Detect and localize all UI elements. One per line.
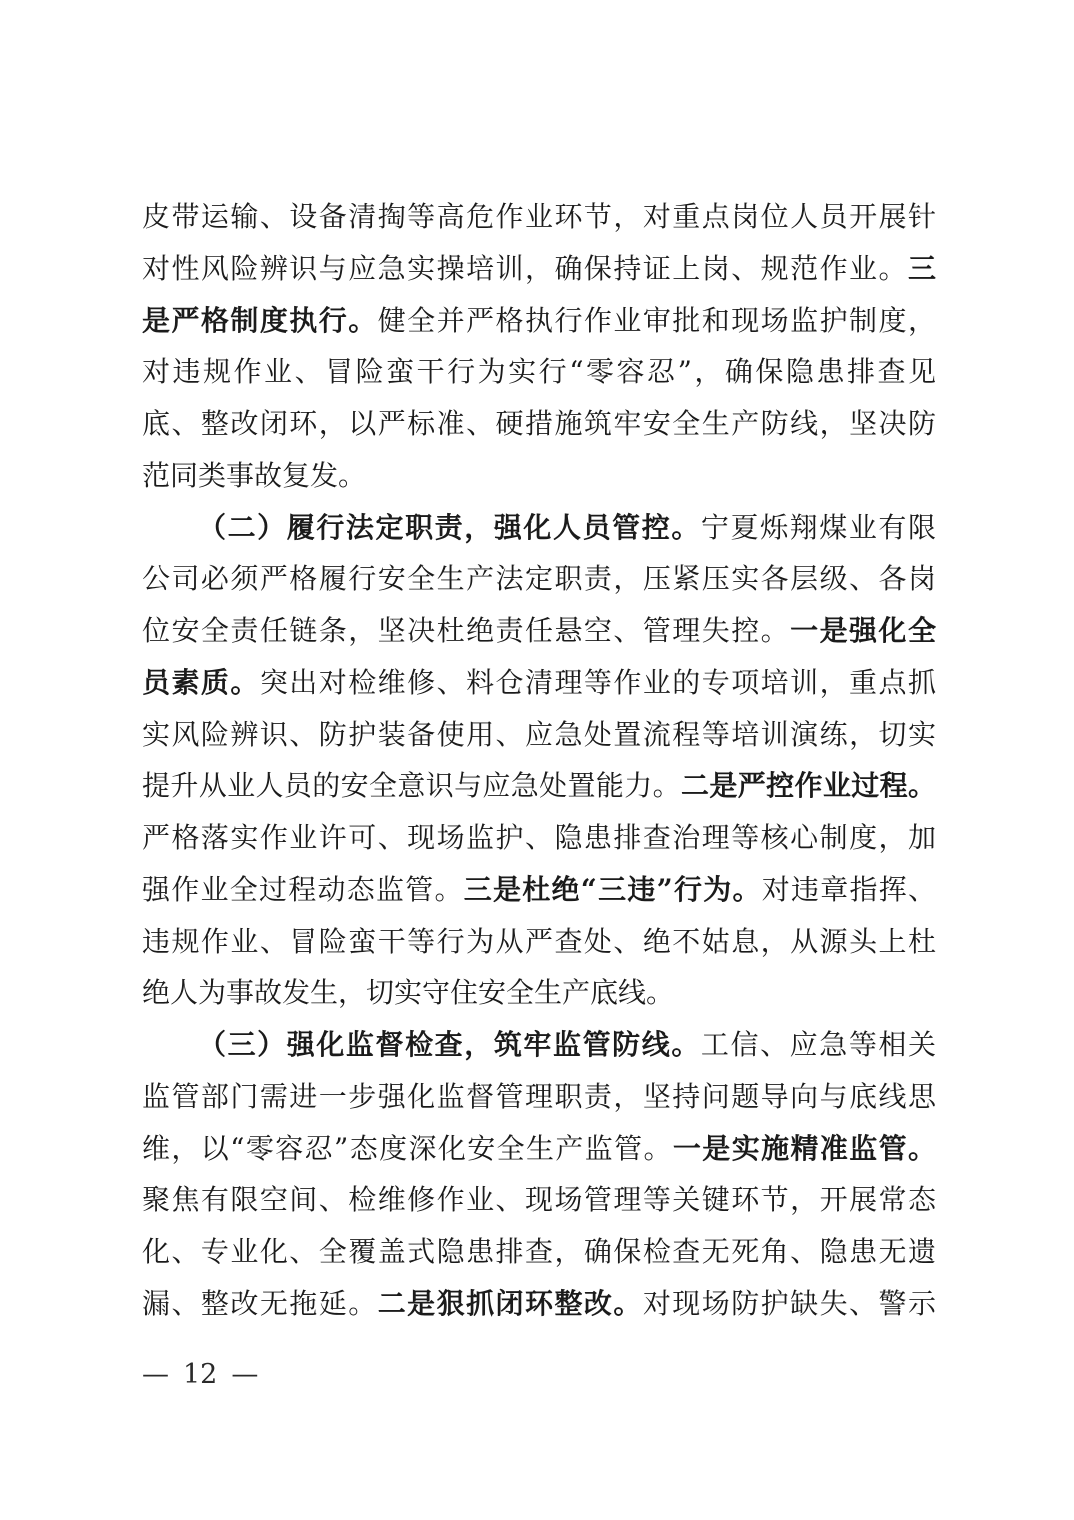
text-segment: 实风险辨识、防护装备使用、应急处置流程等培训演练，切实 [142,717,936,751]
text-segment: 违规作业、冒险蛮干等行为从严查处、绝不姑息，从源头上杜 [142,924,936,958]
text-segment: 范同类事故复发。 [142,458,367,492]
page-footer [142,1358,258,1392]
text-segment: 宁夏烁翔煤业有限 [700,510,936,544]
bold-text-segment: （三）强化监督检查，筑牢监管防线。 [198,1028,701,1061]
text-segment: 健全并严格执行作业审批和现场监护制度， [377,303,936,337]
text-line [142,967,936,1019]
text-line [142,346,936,398]
text-segment: 维，以“零容忍”态度深化安全生产监管。 [142,1131,673,1165]
text-line [142,1226,936,1278]
text-line [142,1123,936,1175]
document-body [142,191,936,1330]
text-segment: 强作业全过程动态监管。 [142,872,464,906]
text-segment: 位安全责任链条，坚决杜绝责任悬空、管理失控。 [142,614,791,647]
text-segment: 对现场防护缺失、警示 [642,1286,936,1320]
text-segment: 化、专业化、全覆盖式隐患排查，确保检查无死角、隐患无遗 [142,1235,936,1268]
text-line [142,450,936,502]
text-segment: 聚焦有限空间、检维修作业、现场管理等关键环节，开展常态 [142,1183,936,1217]
text-segment: 皮带运输、设备清掏等高危作业环节，对重点岗位人员开展针 [142,200,936,233]
bold-text-segment: 二是严控作业过程。 [681,769,936,803]
text-segment: 公司必须严格履行安全生产法定职责，压紧压实各层级、各岗 [142,562,936,596]
text-segment: 漏、整改无拖延。 [142,1286,378,1320]
bold-text-segment: （二）履行法定职责，强化人员管控。 [198,510,701,544]
text-line [142,398,936,450]
bold-text-segment: 员素质。 [142,665,260,699]
text-line [142,605,936,657]
text-segment: 突出对检维修、料仓清理等作业的专项培训，重点抓 [259,665,936,699]
bold-text-segment: 三是杜绝“三违”行为。 [463,872,762,906]
text-line [142,1071,936,1123]
text-line [142,916,936,968]
bold-text-segment: 一是强化全 [790,614,936,647]
text-line [142,243,936,295]
text-segment: 工信、应急等相关 [700,1028,936,1061]
text-line [142,709,936,761]
text-line [142,191,936,243]
text-line [142,1174,936,1226]
text-line [142,502,936,554]
footer-dash-left: — [142,1359,169,1390]
text-line [142,760,936,812]
text-line [142,295,936,347]
text-segment: 对性风险辨识与应急实操培训，确保持证上岗、规范作业。 [142,251,908,285]
text-segment: 提升从业人员的安全意识与应急处置能力。 [142,769,682,803]
text-line [142,864,936,916]
text-segment: 监管部门需进一步强化监督管理职责，坚持问题导向与底线思 [142,1079,936,1113]
text-line [142,657,936,709]
text-line [142,1019,936,1071]
text-line [142,1278,936,1330]
text-segment: 对违规作业、冒险蛮干行为实行“零容忍”，确保隐患排查见 [142,355,936,389]
text-segment: 底、整改闭环，以严标准、硬措施筑牢安全生产防线，坚决防 [142,407,936,440]
bold-text-segment: 三 [907,251,936,285]
bold-text-segment: 是严格制度执行。 [142,303,378,337]
footer-dash-right: — [231,1359,259,1390]
text-segment: 对违章指挥、 [761,872,936,906]
bold-text-segment: 二是狠抓闭环整改。 [377,1286,643,1320]
text-segment: 严格落实作业许可、现场监护、隐患排查治理等核心制度，加 [142,821,936,854]
text-segment: 绝人为事故发生，切实守住安全生产底线。 [142,976,675,1010]
text-line [142,812,936,864]
bold-text-segment: 一是实施精准监管。 [672,1131,936,1165]
page-number: 12 [183,1359,218,1390]
text-line [142,553,936,605]
